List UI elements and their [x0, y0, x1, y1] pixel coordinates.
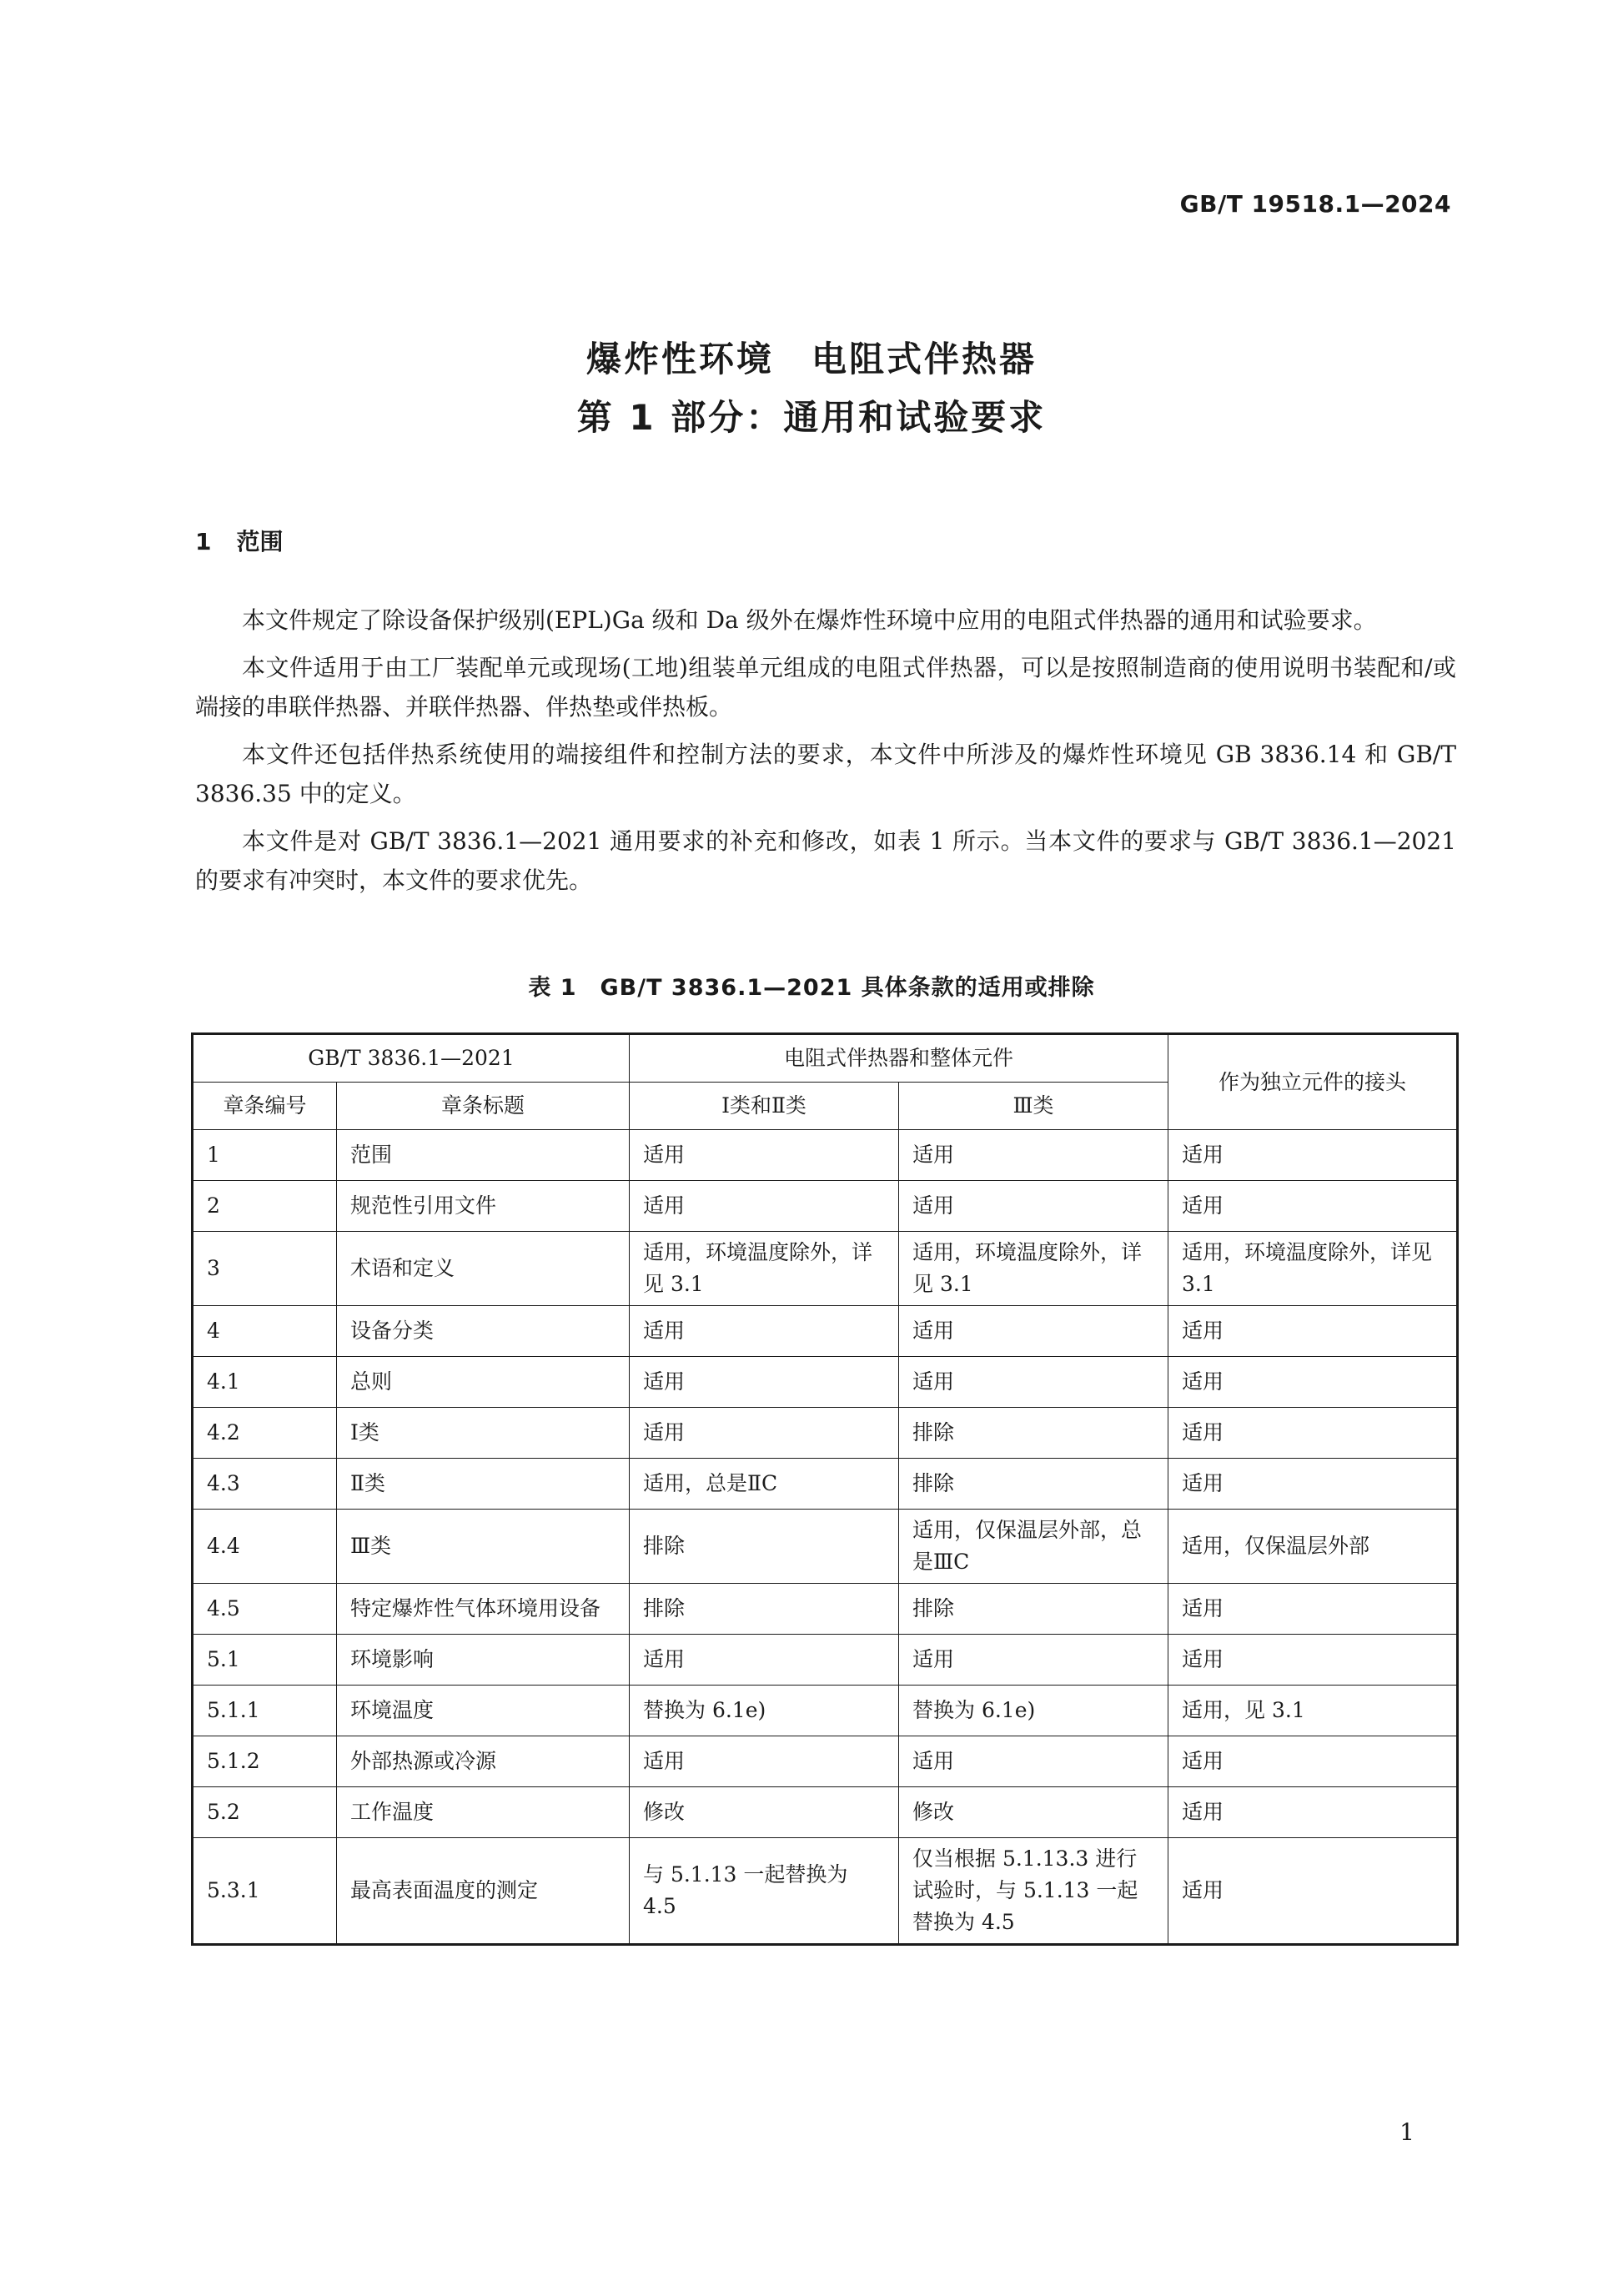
cell-class-1-2: 适用: [630, 1181, 899, 1232]
cell-joint: 适用: [1168, 1787, 1458, 1838]
cell-clause-number: 2: [193, 1181, 337, 1232]
table-row: [193, 1130, 1458, 1181]
cell-clause-title: 环境温度: [337, 1686, 630, 1736]
header-class-3: Ⅲ类: [899, 1083, 1168, 1130]
paragraph: 本文件还包括伴热系统使用的端接组件和控制方法的要求，本文件中所涉及的爆炸性环境见 GB 3836.14 和 GB/T 3836.35 中的定义。: [195, 741, 1456, 807]
cell-class-3: 适用，环境温度除外，详见 3.1: [899, 1232, 1168, 1306]
cell-clause-title: 最高表面温度的测定: [337, 1838, 630, 1945]
cell-clause-number: 4.5: [193, 1584, 337, 1635]
table-header-row: [193, 1034, 1458, 1083]
cell-class-1-2: 适用: [630, 1408, 899, 1459]
header-joint: 作为独立元件的接头: [1168, 1034, 1458, 1130]
cell-class-3: 修改: [899, 1787, 1168, 1838]
section-number: 1: [195, 528, 212, 555]
table-row: [193, 1181, 1458, 1232]
cell-class-3: 适用: [899, 1130, 1168, 1181]
standard-number: GB/T 19518.1—2024: [1179, 190, 1451, 218]
cell-class-1-2: 排除: [630, 1510, 899, 1584]
cell-joint: 适用: [1168, 1736, 1458, 1787]
paragraph: 本文件规定了除设备保护级别(EPL)Ga 级和 Da 级外在爆炸性环境中应用的电阻式伴热器的通用和试验要求。: [242, 606, 1377, 634]
cell-clause-title: 术语和定义: [337, 1232, 630, 1306]
cell-clause-number: 4: [193, 1306, 337, 1357]
cell-class-3: 适用: [899, 1306, 1168, 1357]
cell-class-3: 适用: [899, 1635, 1168, 1686]
table-row: [193, 1408, 1458, 1459]
table-caption: 表 1 GB/T 3836.1—2021 具体条款的适用或排除: [528, 975, 1095, 1001]
cell-class-1-2: 适用，环境温度除外，详见 3.1: [630, 1232, 899, 1306]
clause-applicability-table: [191, 1032, 1459, 1946]
table-row: [193, 1787, 1458, 1838]
cell-class-1-2: 适用: [630, 1736, 899, 1787]
cell-clause-number: 5.1.2: [193, 1736, 337, 1787]
table-row: [193, 1736, 1458, 1787]
table-row: [193, 1357, 1458, 1408]
table-row: [193, 1838, 1458, 1945]
cell-joint: 适用: [1168, 1584, 1458, 1635]
cell-class-1-2: 适用，总是ⅡC: [630, 1459, 899, 1510]
cell-clause-title: Ⅲ类: [337, 1510, 630, 1584]
section-title: 范围: [236, 528, 284, 555]
cell-class-3: 适用: [899, 1357, 1168, 1408]
cell-clause-title: 总则: [337, 1357, 630, 1408]
cell-joint: 适用: [1168, 1635, 1458, 1686]
document-title-line1: 爆炸性环境 电阻式伴热器: [585, 339, 1037, 379]
section-body: [195, 600, 1456, 908]
header-clause-number: 章条编号: [193, 1083, 337, 1130]
cell-clause-number: 5.1: [193, 1635, 337, 1686]
cell-clause-title: 环境影响: [337, 1635, 630, 1686]
cell-clause-number: 5.1.1: [193, 1686, 337, 1736]
cell-clause-title: 规范性引用文件: [337, 1181, 630, 1232]
cell-class-1-2: 适用: [630, 1635, 899, 1686]
cell-joint: 适用: [1168, 1459, 1458, 1510]
table-row: [193, 1459, 1458, 1510]
cell-clause-number: 3: [193, 1232, 337, 1306]
cell-clause-title: 工作温度: [337, 1787, 630, 1838]
cell-class-3: 适用: [899, 1181, 1168, 1232]
cell-joint: 适用，仅保温层外部: [1168, 1510, 1458, 1584]
header-class-1-2: Ⅰ类和Ⅱ类: [630, 1083, 899, 1130]
cell-class-1-2: 与 5.1.13 一起替换为 4.5: [630, 1838, 899, 1945]
cell-joint: 适用: [1168, 1181, 1458, 1232]
cell-class-3: 适用: [899, 1736, 1168, 1787]
cell-class-1-2: 修改: [630, 1787, 899, 1838]
paragraph: 本文件是对 GB/T 3836.1—2021 通用要求的补充和修改，如表 1 所示。当本文件的要求与 GB/T 3836.1—2021 的要求有冲突时，本文件的要求优先。: [195, 827, 1456, 894]
cell-joint: 适用: [1168, 1130, 1458, 1181]
cell-clause-title: 设备分类: [337, 1306, 630, 1357]
cell-joint: 适用，见 3.1: [1168, 1686, 1458, 1736]
section-heading: [195, 524, 284, 557]
document-title-line2: 第 1 部分：通用和试验要求: [576, 397, 1047, 438]
cell-joint: 适用: [1168, 1357, 1458, 1408]
cell-joint: 适用，环境温度除外，详见 3.1: [1168, 1232, 1458, 1306]
cell-clause-title: 外部热源或冷源: [337, 1736, 630, 1787]
cell-clause-title: 范围: [337, 1130, 630, 1181]
cell-clause-number: 5.3.1: [193, 1838, 337, 1945]
header-heater-components: 电阻式伴热器和整体元件: [630, 1034, 1168, 1083]
cell-class-3: 排除: [899, 1584, 1168, 1635]
cell-clause-number: 4.3: [193, 1459, 337, 1510]
cell-class-3: 排除: [899, 1408, 1168, 1459]
header-gbt-3836: GB/T 3836.1—2021: [193, 1034, 630, 1083]
cell-class-3: 替换为 6.1e): [899, 1686, 1168, 1736]
cell-clause-number: 1: [193, 1130, 337, 1181]
cell-class-1-2: 替换为 6.1e): [630, 1686, 899, 1736]
cell-class-3: 仅当根据 5.1.13.3 进行试验时，与 5.1.13 一起替换为 4.5: [899, 1838, 1168, 1945]
cell-class-1-2: 排除: [630, 1584, 899, 1635]
cell-joint: 适用: [1168, 1838, 1458, 1945]
cell-joint: 适用: [1168, 1408, 1458, 1459]
table-row: [193, 1306, 1458, 1357]
cell-joint: 适用: [1168, 1306, 1458, 1357]
cell-clause-number: 4.1: [193, 1357, 337, 1408]
cell-clause-number: 4.2: [193, 1408, 337, 1459]
paragraph: 本文件适用于由工厂装配单元或现场(工地)组装单元组成的电阻式伴热器，可以是按照制造商的使用说明书装配和/或端接的串联伴热器、并联伴热器、伴热垫或伴热板。: [195, 654, 1456, 721]
cell-class-1-2: 适用: [630, 1357, 899, 1408]
table-row: [193, 1635, 1458, 1686]
cell-class-3: 适用，仅保温层外部，总是ⅢC: [899, 1510, 1168, 1584]
cell-class-1-2: 适用: [630, 1306, 899, 1357]
header-clause-title: 章条标题: [337, 1083, 630, 1130]
cell-clause-title: Ⅱ类: [337, 1459, 630, 1510]
cell-clause-title: 特定爆炸性气体环境用设备: [337, 1584, 630, 1635]
table-row: [193, 1584, 1458, 1635]
cell-clause-number: 5.2: [193, 1787, 337, 1838]
table-row: [193, 1686, 1458, 1736]
cell-class-1-2: 适用: [630, 1130, 899, 1181]
table-row: [193, 1232, 1458, 1306]
table-row: [193, 1510, 1458, 1584]
cell-clause-title: Ⅰ类: [337, 1408, 630, 1459]
cell-clause-number: 4.4: [193, 1510, 337, 1584]
cell-class-3: 排除: [899, 1459, 1168, 1510]
page-number: 1: [1399, 2118, 1414, 2146]
